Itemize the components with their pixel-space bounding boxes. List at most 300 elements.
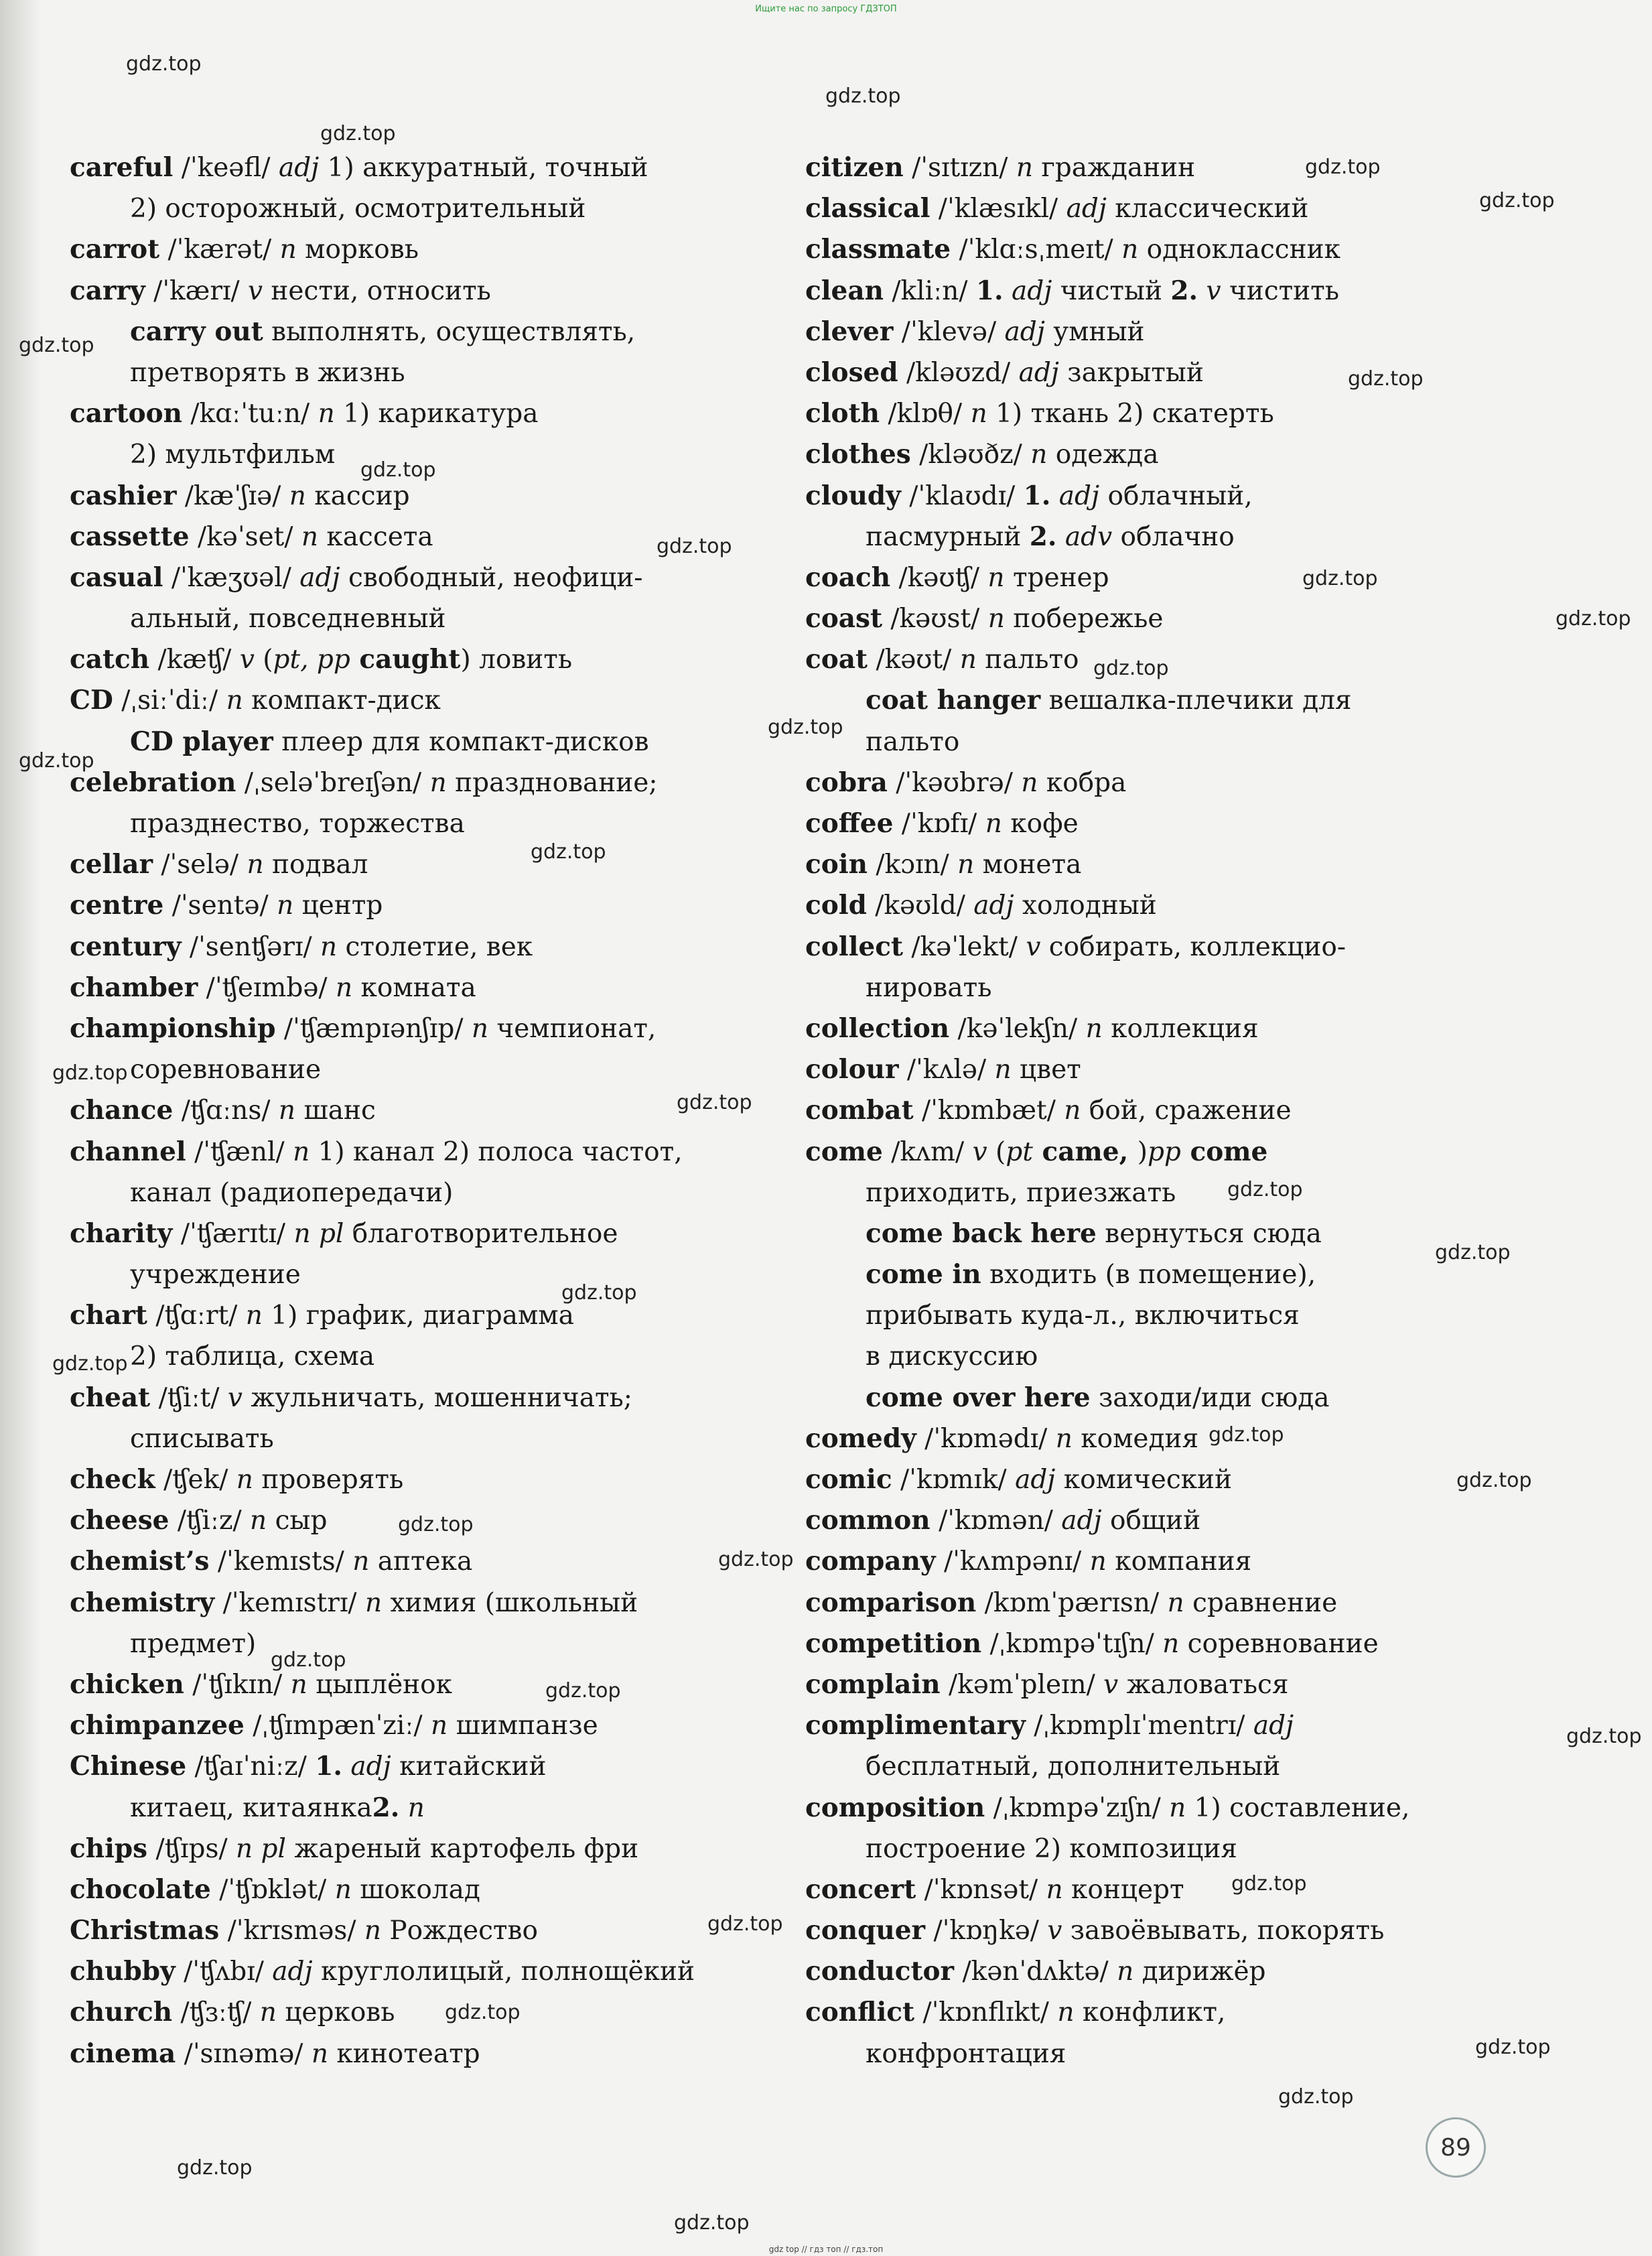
definition: комната	[352, 972, 476, 1003]
dictionary-entry	[805, 271, 1562, 312]
transcription: /ˈkemɪstrɪ/	[214, 1587, 365, 1618]
definition: 1) канал 2) полоса частот,	[309, 1136, 683, 1167]
entry-continuation	[70, 803, 793, 844]
definition: бесплатный, дополнительный	[866, 1751, 1281, 1782]
definition: одноклассник	[1138, 235, 1340, 265]
definition: чемпионат,	[488, 1013, 657, 1044]
transcription: /kəˈlekʃn/	[949, 1013, 1086, 1044]
transcription: /kəˈset/	[189, 521, 301, 552]
dictionary-entry	[70, 2034, 793, 2074]
part-of-speech: n	[278, 1096, 296, 1126]
transcription: /kliːn/	[884, 275, 976, 306]
entry-continuation	[70, 1623, 793, 1664]
definition: пасмурный	[866, 521, 1030, 552]
dictionary-entry	[805, 1418, 1562, 1459]
dictionary-subentry	[70, 312, 793, 352]
dictionary-entry	[805, 803, 1562, 844]
part-of-speech: n	[277, 890, 294, 921]
transcription: /ˈʧeɪmbə/	[198, 972, 336, 1003]
definition: соревнование	[1179, 1628, 1379, 1659]
definition: облачный,	[1099, 480, 1253, 511]
transcription: /ˈkɒmɪk/	[892, 1465, 1016, 1495]
transcription: /ˈkrɪsməs/	[219, 1916, 364, 1946]
headword: celebration	[70, 767, 236, 798]
watermark-text: gdz.top	[19, 749, 94, 773]
dictionary-entry	[70, 1378, 793, 1418]
definition: вернуться сюда	[1096, 1218, 1322, 1249]
definition: 2) таблица, схема	[130, 1341, 375, 1372]
dictionary-entry	[805, 927, 1562, 968]
headword: clothes	[805, 439, 911, 470]
watermark-text: gdz.top	[271, 1648, 346, 1672]
dictionary-entry	[805, 1459, 1562, 1500]
watermark-text: gdz.top	[1435, 1241, 1511, 1264]
definition: альный, повседневный	[130, 604, 446, 635]
part-of-speech: n	[994, 1055, 1012, 1085]
transcription: /ˌkɒmpəˈtɪʃn/	[981, 1628, 1163, 1659]
headword-form: came,	[1032, 1136, 1138, 1167]
definition: благотворительное	[344, 1218, 618, 1249]
transcription: /ˈʧærɪtɪ/	[172, 1218, 294, 1249]
headword: chubby	[70, 1956, 176, 1987]
transcription: /ˈkɒmbæt/	[913, 1096, 1064, 1126]
definition: кассир	[305, 480, 410, 511]
definition: цыплёнок	[307, 1669, 453, 1700]
part-of-speech: n	[1117, 1956, 1134, 1987]
part-of-speech: adj	[1018, 357, 1059, 388]
transcription: /kɔɪn/	[867, 850, 958, 880]
dictionary-entry	[805, 885, 1562, 926]
definition: бой, сражение	[1081, 1096, 1292, 1126]
headword: cinema	[70, 2038, 176, 2069]
watermark-text: gdz.top	[1093, 657, 1169, 680]
transcription: /ˈkeəfl/	[173, 153, 279, 183]
part-of-speech: v	[1198, 275, 1221, 306]
dictionary-entry	[70, 639, 793, 680]
dictionary-entry	[805, 1788, 1562, 1829]
part-of-speech: n	[1162, 1628, 1180, 1659]
definition: кинотеатр	[328, 2038, 480, 2069]
sense-number: 1.	[975, 275, 1004, 306]
definition: кассета	[318, 521, 433, 552]
transcription: /ˌsiːˈdiː/	[113, 685, 226, 716]
definition: комедия	[1072, 1423, 1199, 1454]
headword: concert	[805, 1873, 916, 1905]
headword: competition	[805, 1628, 982, 1659]
transcription: /ˈklevə/	[893, 316, 1005, 347]
part-of-speech: n	[1089, 1546, 1107, 1577]
transcription: /ʧaɪˈniːz/	[186, 1751, 316, 1782]
transcription: /ʧɪps/	[147, 1833, 236, 1864]
headword: channel	[70, 1136, 186, 1167]
part-of-speech: n	[1016, 153, 1033, 183]
watermark-text: gdz.top	[445, 2001, 521, 2024]
entry-continuation	[805, 1336, 1562, 1377]
part-of-speech: n	[334, 1874, 352, 1905]
definition: заходи/иди сюда	[1090, 1382, 1330, 1413]
headword: clever	[805, 316, 894, 347]
watermark-text: gdz.top	[674, 2211, 750, 2235]
headword: collection	[805, 1012, 950, 1044]
part-of-speech: n	[259, 1997, 277, 2028]
part-of-speech: n	[1169, 1792, 1186, 1823]
watermark-text: gdz.top	[707, 1912, 783, 1936]
definition: 1) аккуратный, точный	[319, 153, 648, 183]
part-of-speech: adj	[1015, 1465, 1056, 1495]
dictionary-entry	[70, 1583, 793, 1623]
definition: жульничать, мошенничать;	[242, 1382, 632, 1413]
definition: цвет	[1011, 1055, 1081, 1085]
definition: предмет)	[130, 1628, 257, 1659]
definition: комический	[1055, 1465, 1233, 1495]
watermark-text: gdz.top	[1348, 367, 1424, 391]
definition: нировать	[866, 972, 992, 1003]
definition: 2) мультфильм	[130, 440, 336, 470]
dictionary-entry	[805, 1664, 1562, 1705]
watermark-text: gdz.top	[1278, 2085, 1354, 2109]
transcription: /ˈkɒŋkə/	[925, 1916, 1048, 1946]
definition: кобра	[1038, 767, 1127, 798]
definition: )	[1137, 1136, 1148, 1167]
part-of-speech: adj	[1003, 275, 1052, 306]
dictionary-entry	[805, 476, 1562, 517]
watermark-text: gdz.top	[52, 1061, 128, 1085]
transcription: /ʧɑːrt/	[147, 1301, 246, 1331]
headword: coach	[805, 561, 891, 593]
dictionary-entry	[70, 1295, 793, 1336]
definition: пальто	[866, 726, 960, 757]
page-number: 89	[1426, 2117, 1486, 2178]
definition: построение 2) композиция	[866, 1833, 1237, 1864]
headword: conductor	[805, 1956, 955, 1987]
part-of-speech: n	[318, 399, 335, 429]
transcription: /ʧiːt/	[150, 1382, 228, 1413]
headword: cloth	[805, 398, 880, 429]
part-of-speech: n	[290, 1669, 307, 1700]
dictionary-entry	[805, 434, 1562, 475]
sense-number: 2.	[372, 1792, 400, 1823]
definition: конфронтация	[866, 2038, 1066, 2069]
definition: компания	[1106, 1546, 1252, 1577]
entry-continuation	[70, 1418, 793, 1459]
entry-continuation	[805, 1829, 1562, 1869]
transcription: /ˌseləˈbreɪʃən/	[236, 767, 430, 798]
headword: clean	[805, 275, 884, 306]
definition: 1) ткань 2) скатерть	[987, 399, 1274, 429]
headword: Christmas	[70, 1915, 220, 1946]
part-of-speech: n	[352, 1546, 370, 1577]
transcription: /ʧɑːns/	[173, 1096, 279, 1126]
transcription: /kləʊðz/	[910, 440, 1031, 470]
entry-continuation	[805, 968, 1562, 1008]
headword: chemist’s	[70, 1546, 210, 1577]
definition: столетие, век	[337, 931, 533, 962]
dictionary-entry	[805, 312, 1562, 352]
transcription: /kəʊʧ/	[890, 562, 988, 593]
definition: прибывать куда-л., включиться	[866, 1301, 1300, 1331]
transcription: /ˈsɪnəmə/	[176, 2038, 312, 2069]
transcription: /ˈʧɒklət/	[210, 1874, 335, 1905]
definition: подвал	[263, 850, 368, 880]
transcription: /ˈkærət/	[159, 235, 280, 265]
definition: центр	[293, 890, 383, 921]
transcription: /kɒmˈpærɪsn/	[976, 1587, 1168, 1618]
definition: претворять в жизнь	[130, 357, 405, 388]
dictionary-entry	[805, 1500, 1562, 1541]
part-of-speech: n	[236, 1465, 253, 1495]
part-of-speech: adv	[1056, 521, 1113, 552]
entry-continuation	[70, 1254, 793, 1295]
definition: Рождество	[381, 1916, 538, 1946]
definition: аптека	[369, 1546, 473, 1577]
part-of-speech: adj	[973, 890, 1014, 921]
watermark-text: gdz.top	[531, 840, 606, 864]
sense-number: 1.	[315, 1751, 342, 1782]
dictionary-entry	[70, 1459, 793, 1500]
watermark-text: gdz.top	[718, 1548, 794, 1571]
headword: comedy	[805, 1422, 916, 1454]
transcription: /ˌʧɪmpænˈziː/	[244, 1711, 431, 1741]
transcription: /ˈklɑːsˌmeɪt/	[951, 235, 1122, 265]
transcription: /ˈkəʊbrə/	[887, 767, 1022, 798]
headword: conflict	[805, 1997, 915, 2028]
part-of-speech: v	[247, 275, 263, 306]
part-of-speech: n	[364, 1587, 383, 1618]
dictionary-entry	[70, 1746, 793, 1787]
headword-form: caught	[350, 644, 461, 675]
definition: вешалка-плечики для	[1040, 685, 1352, 716]
entry-continuation	[70, 1788, 793, 1829]
dictionary-entry	[805, 1541, 1562, 1582]
subentry-phrase: carry out	[130, 316, 263, 347]
definition: побережье	[1004, 604, 1164, 635]
watermark-text: gdz.top	[320, 122, 396, 145]
part-of-speech: n	[226, 685, 243, 716]
watermark-text: gdz.top	[1209, 1423, 1284, 1447]
transcription: /ˌkɒmpəˈzɪʃn/	[985, 1792, 1170, 1823]
part-of-speech: v	[972, 1136, 987, 1167]
definition: пальто	[976, 645, 1079, 675]
headword: cassette	[70, 521, 190, 552]
headword: chemistry	[70, 1587, 215, 1618]
part-of-speech: n	[1021, 767, 1038, 798]
definition: проверять	[253, 1465, 404, 1495]
definition: монета	[974, 850, 1082, 880]
part-of-speech: n pl	[236, 1833, 286, 1864]
definition: 1) составление,	[1186, 1792, 1410, 1823]
part-of-speech: adj	[342, 1751, 391, 1782]
watermark-text: gdz.top	[1479, 189, 1555, 212]
watermark-text: gdz.top	[657, 535, 732, 558]
dictionary-entry	[70, 1869, 793, 1910]
headword: collect	[805, 931, 903, 962]
transcription: /ˈkʌlə/	[898, 1055, 995, 1085]
part-of-speech: n	[1030, 440, 1048, 470]
entry-continuation	[70, 352, 793, 393]
definition: канал (радиопередачи)	[130, 1177, 454, 1208]
subentry-phrase: CD player	[130, 726, 273, 757]
part-of-speech: n	[431, 1711, 448, 1741]
headword: cashier	[70, 480, 177, 511]
entry-continuation	[70, 1173, 793, 1213]
dictionary-entry	[805, 1623, 1562, 1664]
part-of-speech: n pl	[293, 1218, 344, 1249]
watermark-text: gdz.top	[545, 1679, 621, 1703]
part-of-speech: pp	[1147, 1136, 1181, 1167]
dictionary-entry	[70, 1213, 793, 1254]
headword: cheese	[70, 1505, 169, 1536]
part-of-speech: n	[289, 480, 306, 511]
dictionary-entry	[70, 147, 793, 188]
transcription: /ʧiːz/	[169, 1506, 251, 1536]
transcription: /ˈʧɪkɪn/	[184, 1669, 291, 1700]
watermark-text: gdz.top	[19, 334, 94, 357]
headword: complimentary	[805, 1710, 1026, 1741]
transcription: /kʌm/	[882, 1136, 973, 1167]
transcription: /ˈkɒfɪ/	[893, 809, 985, 839]
entry-continuation	[70, 1049, 793, 1090]
watermark-text: gdz.top	[825, 84, 901, 108]
headword: carrot	[70, 234, 160, 265]
watermark-text: gdz.top	[360, 458, 436, 482]
dictionary-entry	[70, 1910, 793, 1951]
headword: casual	[70, 561, 163, 593]
definition: шанс	[295, 1096, 376, 1126]
part-of-speech: v	[1103, 1669, 1119, 1700]
headword: coast	[805, 603, 883, 635]
dictionary-entry	[70, 968, 793, 1008]
dictionary-entry	[70, 1951, 793, 1992]
headword: church	[70, 1997, 173, 2028]
definition: конфликт,	[1074, 1997, 1226, 2028]
part-of-speech: n	[364, 1916, 381, 1946]
dictionary-entry	[70, 680, 793, 721]
transcription: /ʧɜːʧ/	[172, 1997, 260, 2028]
dictionary-entry	[70, 885, 793, 926]
dictionary-entry	[70, 1541, 793, 1582]
definition: умный	[1044, 316, 1145, 347]
dictionary-entry	[805, 762, 1562, 803]
part-of-speech: adj	[1253, 1711, 1294, 1741]
headword: cobra	[805, 767, 888, 798]
dictionary-entry	[70, 1705, 793, 1746]
definition: в дискуссию	[866, 1341, 1038, 1372]
definition: соревнование	[130, 1055, 322, 1085]
entry-continuation	[70, 1336, 793, 1377]
definition: плеер для компакт-дисков	[273, 726, 649, 757]
dictionary-subentry	[805, 1378, 1562, 1418]
definition: 2) осторожный, осмотрительный	[130, 194, 586, 224]
transcription: /kæʧ/	[149, 645, 240, 675]
part-of-speech: pt	[1006, 1136, 1033, 1167]
headword: combat	[805, 1095, 914, 1126]
right-column	[805, 147, 1562, 2074]
headword: chocolate	[70, 1873, 211, 1905]
transcription: /ˈkʌmpənɪ/	[935, 1546, 1090, 1577]
dictionary-entry	[70, 557, 793, 598]
definition: шимпанзе	[448, 1711, 598, 1741]
definition: 1) карикатура	[334, 399, 539, 429]
part-of-speech: n	[985, 809, 1002, 839]
definition: одежда	[1047, 440, 1159, 470]
headword: CD	[70, 685, 113, 716]
headword: company	[805, 1546, 936, 1577]
dictionary-entry	[805, 1910, 1562, 1951]
definition: свободный, неофици-	[340, 562, 643, 593]
transcription: /ˈsɪtɪzn/	[903, 153, 1016, 183]
transcription: /ˈklaʊdɪ/	[900, 480, 1024, 511]
definition: коллекция	[1102, 1013, 1259, 1044]
definition: гражданин	[1032, 153, 1196, 183]
definition: круглолицый, полнощёкий	[312, 1956, 695, 1987]
bottom-banner[interactable]: gdz top // гдз топ // гдз.топ	[768, 2245, 884, 2254]
sense-number: 2.	[1029, 521, 1057, 552]
headword: carry	[70, 275, 145, 306]
part-of-speech: n	[1057, 1997, 1075, 2028]
definition: общий	[1101, 1506, 1201, 1536]
dictionary-entry	[805, 229, 1562, 270]
watermark-text: gdz.top	[1556, 607, 1631, 631]
definition: приходить, приезжать	[866, 1177, 1176, 1208]
dictionary-entry	[805, 1132, 1562, 1173]
part-of-speech: n	[1167, 1587, 1184, 1618]
headword: cold	[805, 890, 867, 921]
part-of-speech: n	[959, 645, 977, 675]
part-of-speech: n	[471, 1013, 489, 1044]
headword: common	[805, 1505, 931, 1536]
part-of-speech: n	[970, 399, 987, 429]
headword: complain	[805, 1668, 941, 1700]
transcription: /klɒθ/	[879, 399, 971, 429]
definition: празднество, торжества	[130, 809, 465, 839]
transcription: /kəmˈpleɪn/	[940, 1669, 1104, 1700]
part-of-speech: n	[247, 850, 264, 880]
transcription: /ˈkɒnsət/	[916, 1874, 1046, 1905]
dictionary-entry	[805, 147, 1562, 188]
part-of-speech: pt, pp	[273, 645, 350, 675]
part-of-speech: adj	[299, 562, 340, 593]
definition: жареный картофель фри	[285, 1833, 639, 1864]
watermark-text: gdz.top	[1302, 567, 1378, 590]
headword: championship	[70, 1012, 276, 1044]
definition: чистить	[1221, 275, 1339, 306]
definition: (	[254, 645, 273, 675]
part-of-speech: n	[320, 931, 338, 962]
dictionary-entry	[70, 229, 793, 270]
part-of-speech: n	[335, 972, 353, 1003]
dictionary-entry	[70, 844, 793, 885]
transcription: /ˈkærɪ/	[145, 275, 248, 306]
watermark-text: gdz.top	[561, 1281, 637, 1305]
definition: кофе	[1002, 809, 1079, 839]
headword: chance	[70, 1095, 174, 1126]
definition: выполнять, осуществлять,	[263, 316, 636, 347]
part-of-speech: n	[1121, 235, 1139, 265]
definition: облачно	[1112, 521, 1235, 552]
transcription: /ˈselə/	[153, 850, 247, 880]
part-of-speech: adj	[278, 153, 320, 183]
definition: завоёвывать, покорять	[1062, 1916, 1385, 1946]
part-of-speech: n	[987, 562, 1005, 593]
headword: cartoon	[70, 398, 182, 429]
watermark-text: gdz.top	[1456, 1469, 1532, 1492]
dictionary-entry	[805, 598, 1562, 639]
definition: чистый	[1052, 275, 1171, 306]
subentry-phrase: come back here	[866, 1217, 1097, 1249]
part-of-speech: n	[1046, 1874, 1063, 1905]
top-banner[interactable]: Ищите нас по запросу ГДЗТОП	[755, 4, 897, 14]
definition: морковь	[296, 235, 419, 265]
